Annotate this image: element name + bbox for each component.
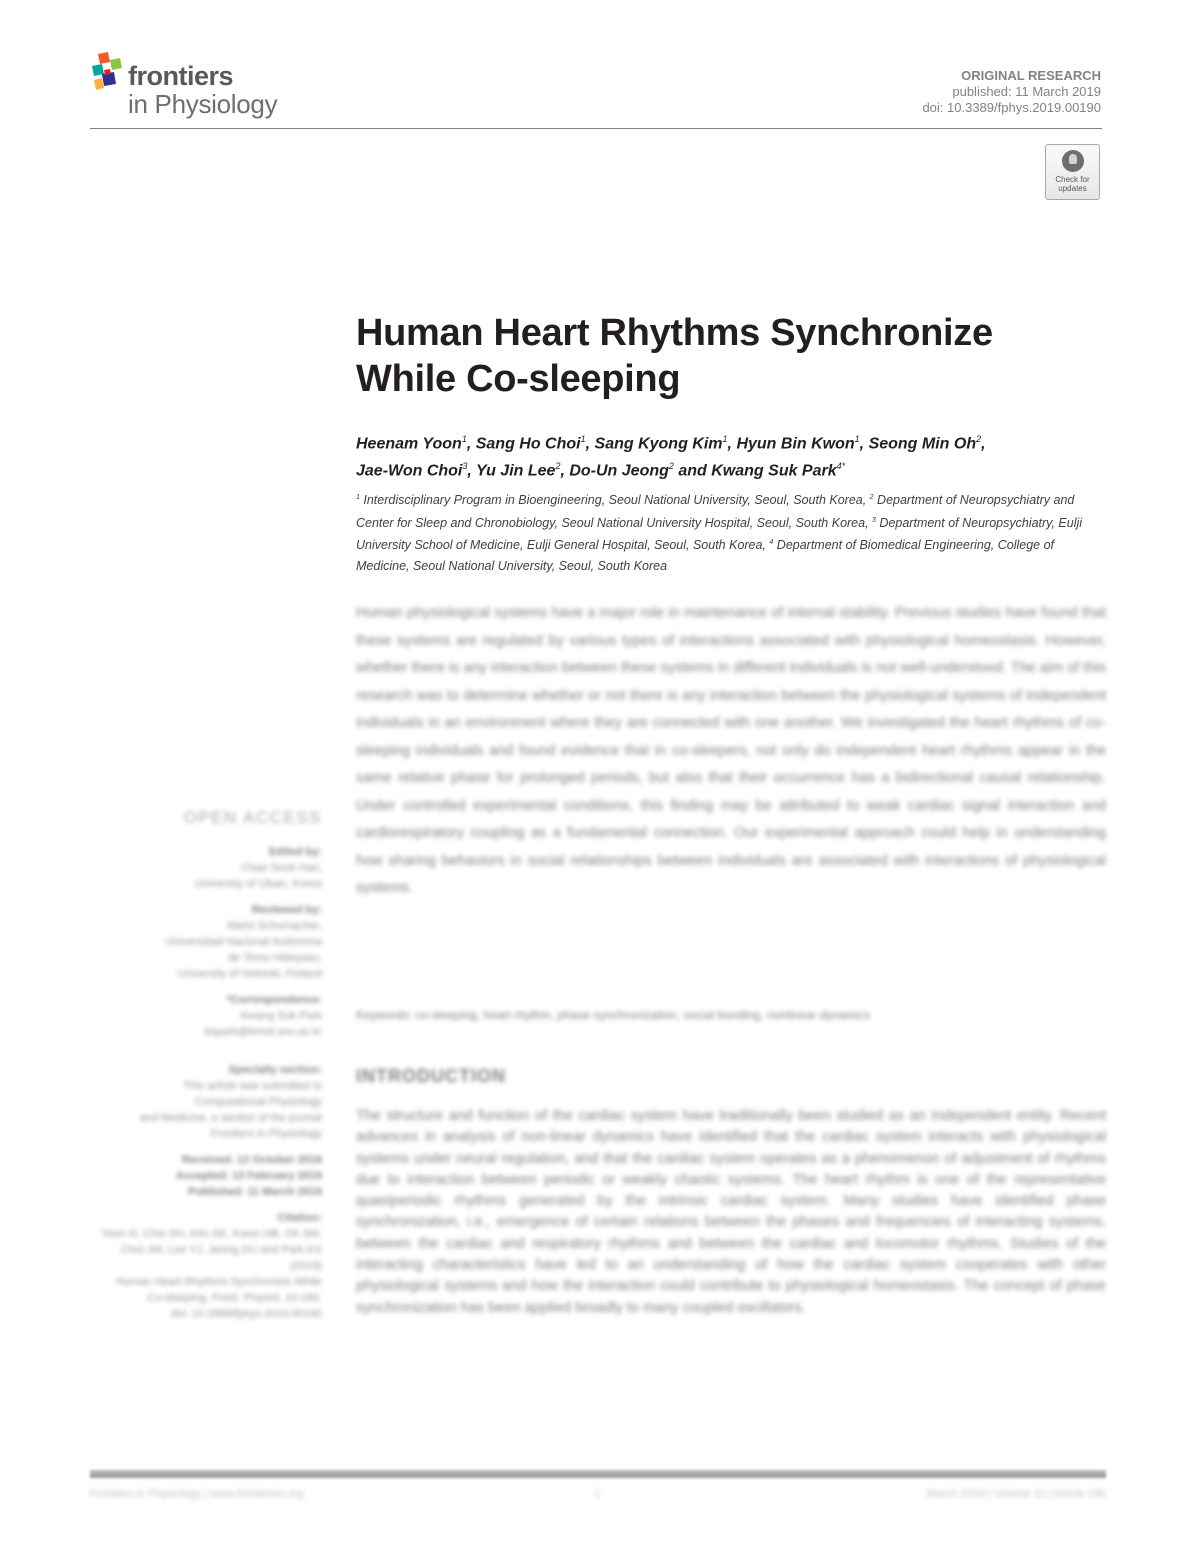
author-affiliation-mark: 1 [461, 434, 467, 444]
author-affiliation-mark: 1 [580, 434, 586, 444]
badge-label [1046, 175, 1099, 193]
page-number: 1 [594, 1488, 601, 1500]
author-name[interactable]: Sang Kyong Kim [594, 435, 723, 453]
intro-heading-blurred: INTRODUCTION [356, 1066, 506, 1086]
author-affiliation-mark: 2 [668, 461, 674, 472]
published-date: published: 11 March 2019 [952, 84, 1101, 99]
title-line-2: While Co-sleeping [356, 358, 681, 400]
author-name[interactable]: Do-Un Jeong [569, 462, 669, 480]
affiliation-number: 2 [869, 494, 874, 501]
affiliation-text: Interdisciplinary Program in Bioengineering, Seoul National University, Seoul, South Korea, [359, 493, 870, 508]
check-for-updates-button[interactable] [1045, 144, 1100, 200]
affiliation-text: Department of Neuropsychiatry, Eulji University School of Medicine, Eulji General Hospital, Seoul, South Korea, [356, 515, 1083, 553]
author-list: Heenam Yoon$^1$, Sang Ho Choi$^1$, Sang Kyong Kim$^1$, Hyun Bin Kwon$^1$, Seong Min Oh$^2$, Jae-Won Choi$^3$, Yu Jin Lee$^2$, Do-Un Jeong$^2$ and Kwang Suk Park$^{4*}$ [356, 434, 986, 480]
logo-journal-name: in Physiology [128, 89, 278, 119]
frontiers-logo-icon [90, 52, 126, 96]
article-type: ORIGINAL RESEARCH [961, 68, 1101, 83]
author-affiliation-mark: 2 [555, 461, 561, 472]
intro-body-blurred: The structure and function of the cardiac system have traditionally been studied as an independent entity. Recent advances in analysis of non-linear dynamics have identified that the cardiac system interacts with physiological systems under neural regulation, and that the cardiac system operates as a phenomenon of adjustment of rhythms due to interaction between periodic or weakly chaotic systems. The heart rhythm is one of the representative quasiperiodic rhythms generated by the intrinsic cardiac system. Many studies have identified phase synchronization, i.e., emergence of certain relations between the phases and frequencies of interacting systems, between the cardiac and respiratory rhythms and between the cardiac and locomotor rhythms. Studies of the interacting characteristics have led to an understanding of how the cardiac system cooperates with other physiological systems and how the interaction could contribute to physiological homeostasis. The concept of phase synchronization has been applied broadly to many coupled oscillators. [356, 1108, 1106, 1316]
article-title [356, 310, 1096, 402]
affiliation-number: 4 [769, 539, 774, 547]
author-affiliation-mark: 2 [976, 434, 982, 444]
footer-journal-blurred: Frontiers in Physiology | www.frontiersin.org [90, 1488, 304, 1500]
article-info-sidebar-blurred: OPEN ACCESS Edited by: Chae Seok Han, University of Ulsan, Korea Reviewed by: Mario Schumacher, Universidad Nacional Autónoma de Tomo Hideyasu, University of Helsinki, Finland *Correspondence: Kwang Suk Park kspark@bmsil.snu.ac.kr Specialty section: This article was submitted to Computational Physiology and Medicine, a section of the journal Frontiers in Physiology Received: 12 October 2018 Accepted: 13 February 2019 Published: 11 March 2019 Citation: Yoon H, Choi SH, Kim SK, Kwon HB, Oh SM, Choi JW, Lee YJ, Jeong DU and Park KS (2019) Human Heart Rhythms Synchronize While Co-sleeping. Front. Physiol. 10:190. doi: 10.3389/fphys.2019.00190 [101, 808, 322, 1320]
keywords-blurred: Keywords: co-sleeping, heart rhythm, phase synchronization, social bonding, nonlinear dynamics [356, 1008, 871, 1022]
author-name[interactable]: Seong Min Oh [868, 435, 977, 453]
affiliation-text: Department of Neuropsychiatry and Center for Sleep and Chronobiology, Seoul National University Hospital, Seoul, South Korea, [356, 493, 1075, 530]
author-name[interactable]: Jae-Won Choi [356, 462, 463, 480]
author-name[interactable]: Sang Ho Choi [475, 435, 581, 453]
journal-logo [90, 52, 330, 122]
author-affiliation-mark: 1 [854, 434, 860, 444]
abstract-blurred: Human physiological systems have a major role in maintenance of internal stability. Previous studies have found that these systems are regulated by various types of interactions associated with physiological homeostasis. However, whether there is any interaction between these systems in different individuals is not well-understood. The aim of this research was to determine whether or not there is any interaction between the physiological systems of independent individuals in an environment where they are connected with one another. We investigated the heart rhythms of co-sleeping individuals and found evidence that in co-sleepers, not only do independent heart rhythms appear in the same relative phase for prolonged periods, but also that their occurrence has a bidirectional causal relationship. Under controlled experimental conditions, this finding may be attributed to weak cardiac signal interaction and cardiorespiratory coupling as a fundamental connection. Our experimental approach could help in understanding how sharing behaviors in social relationships between individuals are associated with interactions of physiological systems. [356, 605, 1106, 896]
check-for-updates-icon [1062, 150, 1084, 172]
affiliation-number: 1 [356, 494, 360, 501]
author-name[interactable]: Hyun Bin Kwon [736, 435, 855, 453]
badge-line-2: updates [1058, 184, 1087, 193]
badge-line-1: Check for [1055, 175, 1090, 184]
footer-bar [90, 1470, 1106, 1478]
doi-link[interactable]: doi: 10.3389/fphys.2019.00190 [922, 100, 1101, 115]
affiliation-number: 3 [872, 516, 876, 524]
author-name[interactable]: Yu Jin Lee [476, 462, 556, 480]
author-affiliation-mark: 4* [836, 461, 846, 472]
header-divider [90, 128, 1102, 129]
author-name[interactable]: Kwang Suk Park [711, 462, 837, 480]
article-meta [922, 68, 1101, 116]
author-affiliation-mark: 3 [462, 461, 468, 472]
affiliation-text: Department of Biomedical Engineering, College of Medicine, Seoul National University, Seoul, South Korea [356, 538, 1055, 573]
author-name[interactable]: Heenam Yoon [356, 435, 462, 453]
affiliations [356, 488, 1106, 576]
author-affiliation-mark: 1 [722, 434, 728, 444]
logo-frontiers-text: frontiers [128, 61, 234, 91]
title-line-1: Human Heart Rhythms Synchronize [356, 312, 993, 354]
footer-date-blurred: March 2019 | Volume 10 | Article 190 [926, 1488, 1106, 1500]
